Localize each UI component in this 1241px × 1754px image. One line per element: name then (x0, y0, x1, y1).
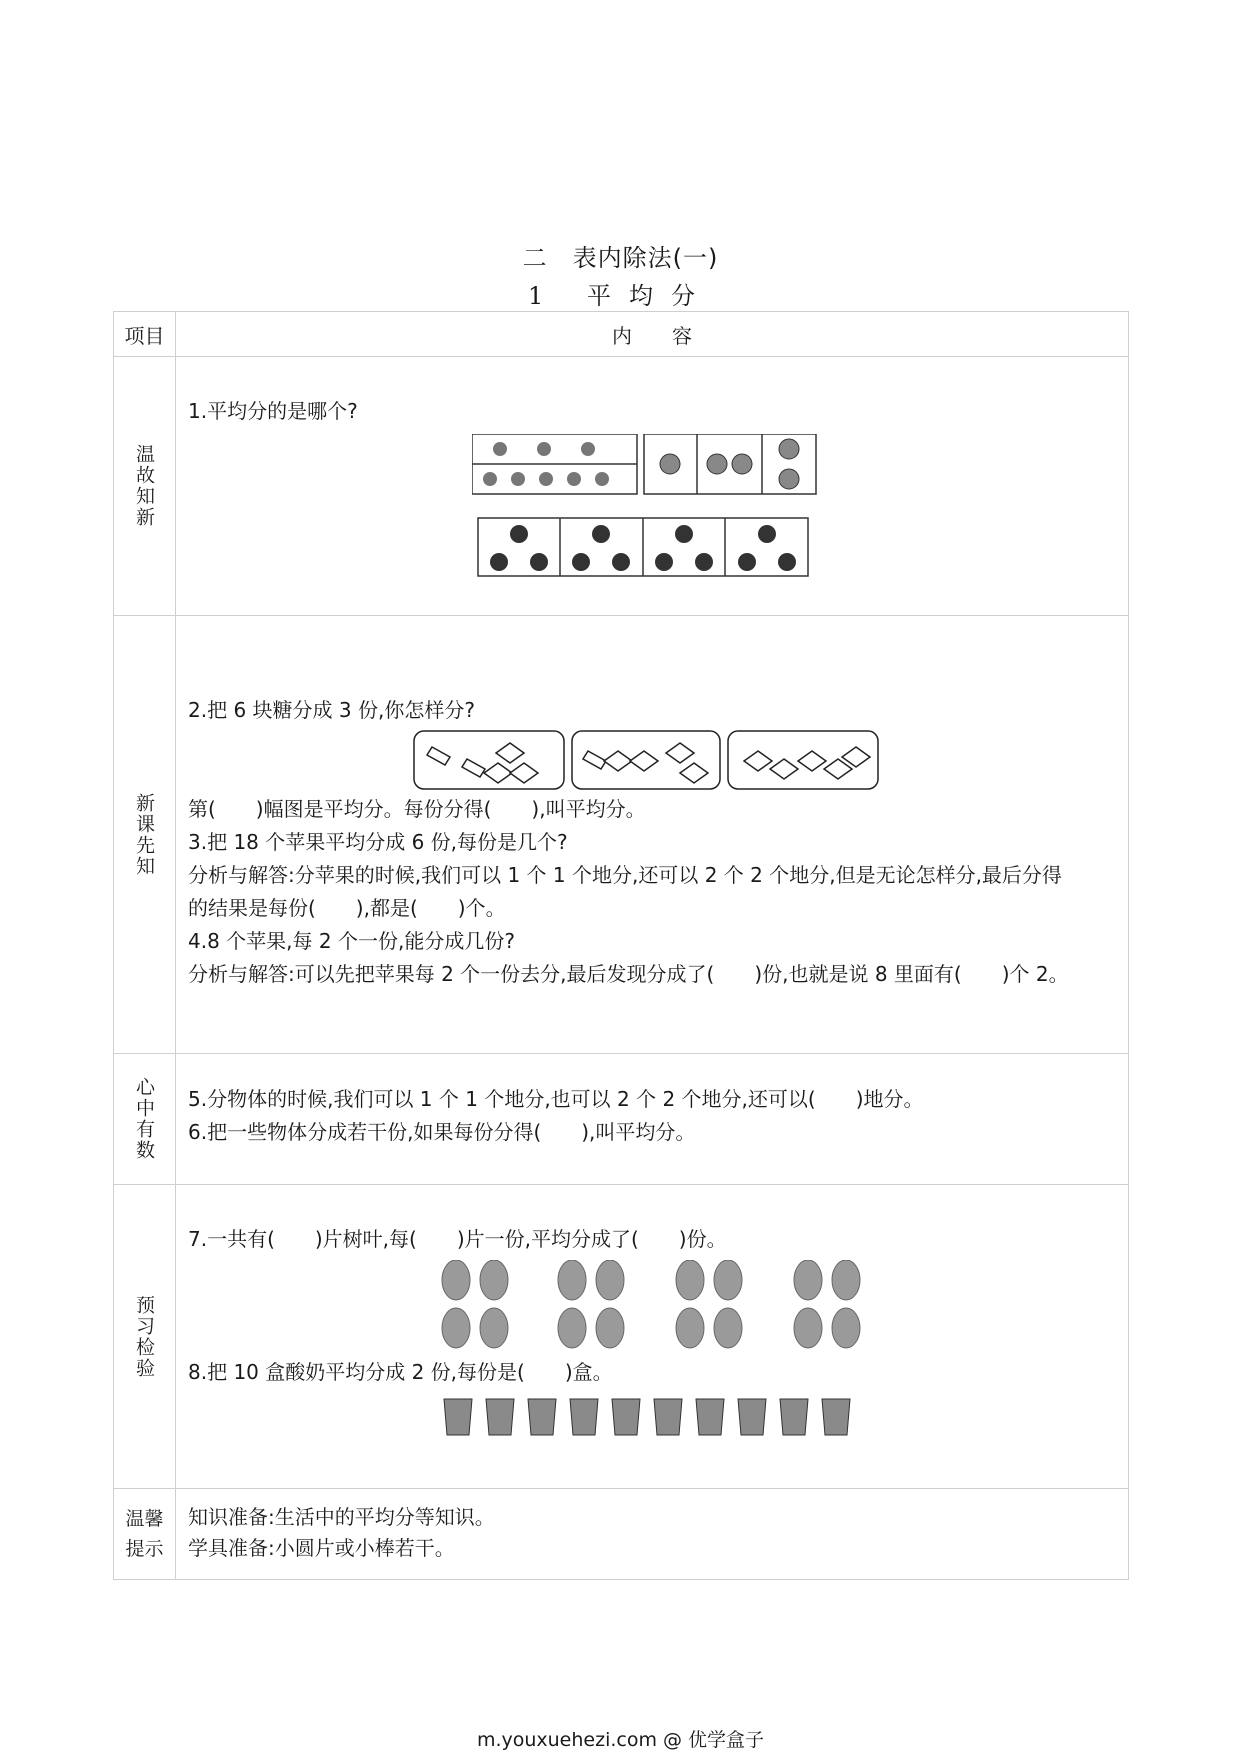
section-label-summary: 心中有数 (133, 1077, 155, 1161)
question-3: 3.把 18 个苹果平均分成 6 份,每份是几个? (188, 830, 568, 854)
section-new-lesson (114, 616, 1129, 1054)
leaves-figure (436, 1260, 876, 1350)
section-tips (114, 1489, 1129, 1580)
question-6: 6.把一些物体分成若干份,如果每份分得( ),叫平均分。 (188, 1120, 696, 1144)
chapter-title: 二 表内除法(一) (522, 244, 719, 272)
question-5: 5.分物体的时候,我们可以 1 个 1 个地分,也可以 2 个 2 个地分,还可以( )地分。 (188, 1087, 924, 1111)
section-label-review: 温故知新 (133, 444, 155, 528)
question-3-analysis: 分析与解答:分苹果的时候,我们可以 1 个 1 个地分,还可以 2 个 2 个地分,但是无论怎样分,最后分得 (188, 863, 1062, 887)
question-4-analysis: 分析与解答:可以先把苹果每 2 个一份去分,最后发现分成了( )份,也就是说 8 里面有( )个 2。 (188, 962, 1069, 986)
lesson-number: 1 (528, 282, 562, 310)
figure-b-watermelons (644, 434, 816, 494)
section-label-tips-line2: 提示 (125, 1538, 164, 1560)
section-label-tips-line1: 温馨 (125, 1508, 164, 1530)
section-preview-check (114, 1185, 1129, 1489)
candy-groups-figure (412, 729, 882, 791)
yogurt-cups-figure (440, 1395, 880, 1439)
question-2-blank: 第( )幅图是平均分。每份分得( ),叫平均分。 (188, 797, 646, 821)
question-4: 4.8 个苹果,每 2 个一份,能分成几份? (188, 929, 515, 953)
footer-watermark: m.youxuehezi.com @ 优学盒子 (476, 1729, 765, 1751)
section-label-preview-check: 预习检验 (133, 1294, 155, 1379)
lesson-title (0, 276, 1241, 311)
question-3-analysis-cont: 的结果是每份( ),都是( )个。 (188, 896, 506, 920)
figure-a-grapes (472, 434, 637, 494)
table-header-row (114, 312, 1129, 357)
section-label-new-lesson: 新课先知 (133, 792, 155, 877)
fruit-groups-figure (472, 434, 832, 584)
question-7: 7.一共有( )片树叶,每( )片一份,平均分成了( )份。 (188, 1227, 727, 1251)
question-8: 8.把 10 盒酸奶平均分成 2 份,每份是( )盒。 (188, 1360, 613, 1384)
worksheet-table (113, 311, 1129, 1580)
lesson-name: 平均分 (586, 282, 713, 310)
figure-c-apples (478, 518, 808, 576)
section-summary (114, 1054, 1129, 1185)
question-2: 2.把 6 块糖分成 3 份,你怎样分? (188, 698, 475, 722)
tip-tools: 学具准备:小圆片或小棒若干。 (188, 1536, 455, 1560)
section-review (114, 357, 1129, 616)
tip-knowledge: 知识准备:生活中的平均分等知识。 (188, 1505, 495, 1529)
header-col-content: 内 容 (176, 312, 1129, 357)
header-col-item: 项目 (114, 312, 176, 357)
question-1: 1.平均分的是哪个? (188, 399, 358, 423)
